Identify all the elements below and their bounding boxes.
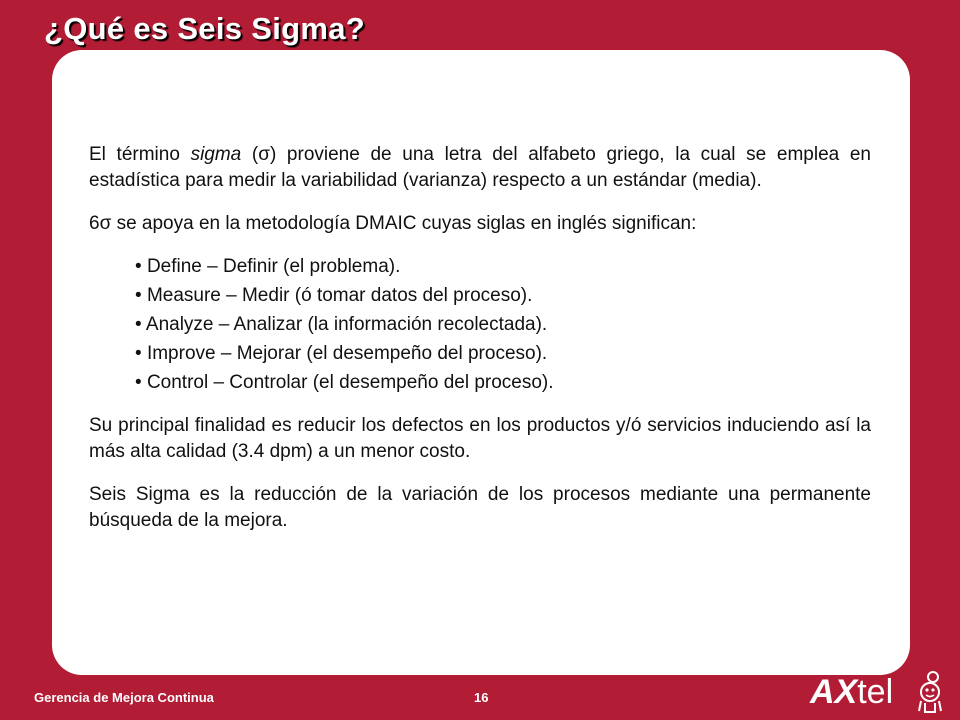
slide-title: ¿Qué es Seis Sigma?	[44, 11, 365, 46]
footer-department: Gerencia de Mejora Continua	[34, 690, 214, 705]
dmaic-item-analyze: • Analyze – Analizar (la información recolectada).	[135, 312, 871, 338]
page-number: 16	[474, 690, 489, 705]
purpose-paragraph: Su principal finalidad es reducir los defectos en los productos y/ó servicios induciendo así la más alta calidad (3.4 dpm) a un menor costo.	[89, 415, 871, 462]
definition-text-end: (σ) proviene de una letra del alfabeto griego, la cual se emplea en estadística para medir la variabilidad (varianza) respecto a un estándar (media).	[89, 144, 872, 191]
axtel-logo	[810, 668, 950, 714]
logo-tel: tel	[857, 673, 894, 711]
dmaic-item-measure: • Measure – Medir (ó tomar datos del proceso).	[135, 283, 871, 309]
logo-ax: AX	[810, 673, 858, 711]
definition-paragraph	[89, 142, 871, 194]
dmaic-item-define: • Define – Definir (el problema).	[135, 254, 871, 280]
logo-wordmark	[810, 672, 893, 712]
dmaic-item-improve: • Improve – Mejorar (el desempeño del proceso).	[135, 341, 871, 367]
summary-paragraph: Seis Sigma es la reducción de la variación de los procesos mediante una permanente búsqueda de la mejora.	[89, 484, 871, 531]
dmaic-intro: 6σ se apoya en la metodología DMAIC cuyas siglas en inglés significan:	[89, 213, 697, 234]
mascot-icon	[916, 668, 946, 714]
dmaic-item-control: • Control – Controlar (el desempeño del proceso).	[135, 370, 871, 396]
sigma-emphasis: sigma	[190, 144, 242, 165]
dmaic-list	[89, 254, 871, 396]
slide-body	[89, 142, 871, 534]
definition-text-start: El término	[89, 144, 191, 165]
